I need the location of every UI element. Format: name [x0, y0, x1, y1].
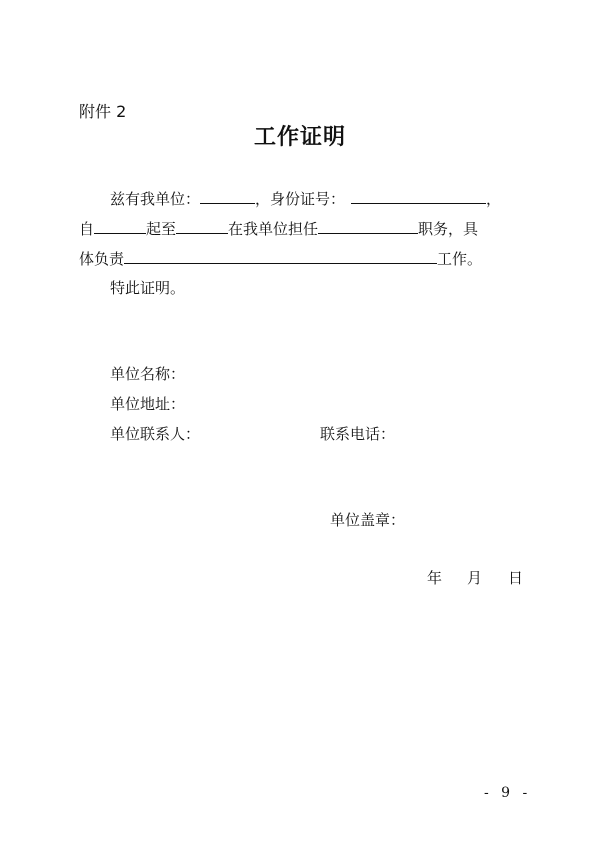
line1-mid: ，身份证号：	[255, 190, 346, 208]
line2-prefix: 自	[79, 220, 95, 238]
unit-name-label: 单位名称：	[110, 365, 186, 383]
line2-from: 起至	[146, 220, 177, 238]
paragraph-line-3	[79, 248, 482, 269]
line2-at: 在我单位担任	[228, 220, 319, 238]
paragraph-line-2	[79, 218, 478, 239]
end-date-blank[interactable]	[176, 218, 228, 234]
id-number-blank[interactable]	[351, 188, 486, 204]
date-day: 日	[508, 569, 524, 587]
line3-prefix: 体负责	[79, 250, 125, 268]
date-month: 月	[467, 569, 483, 587]
line3-end: 工作。	[437, 250, 483, 268]
line1-prefix: 兹有我单位：	[110, 190, 201, 208]
document-title: 工作证明	[253, 125, 346, 150]
contact-phone-label: 联系电话：	[320, 425, 396, 443]
line2-end: 职务，具	[418, 220, 479, 238]
unit-contact-label: 单位联系人：	[110, 425, 201, 443]
page-number: - 9 -	[484, 785, 532, 801]
paragraph-line-1	[110, 188, 501, 209]
line1-end: ，	[486, 190, 502, 208]
annex-label: 附件 2	[79, 102, 127, 121]
responsibility-blank[interactable]	[124, 248, 437, 264]
unit-address-label: 单位地址：	[110, 395, 186, 413]
certification-statement: 特此证明。	[110, 279, 186, 297]
position-blank[interactable]	[318, 218, 418, 234]
date-year: 年	[427, 569, 443, 587]
unit-blank[interactable]	[200, 188, 255, 204]
unit-seal-label: 单位盖章：	[330, 511, 406, 529]
start-date-blank[interactable]	[94, 218, 146, 234]
